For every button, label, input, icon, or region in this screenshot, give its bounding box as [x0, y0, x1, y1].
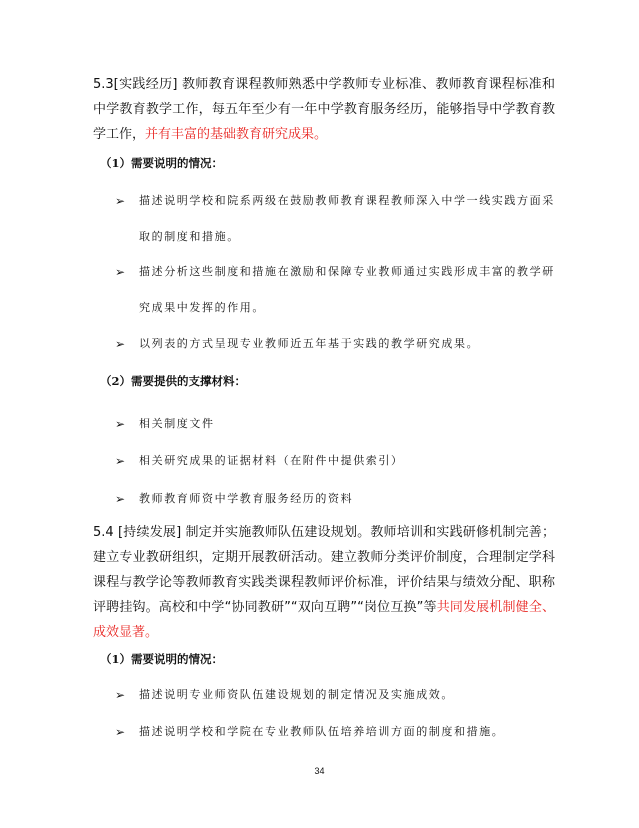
arrow-bullet-icon: ➢ — [115, 688, 126, 702]
list-item — [115, 677, 555, 713]
list-item — [115, 443, 555, 479]
arrow-bullet-icon: ➢ — [115, 725, 126, 739]
section-5-3-text: 5.3[实践经历] 教师教育课程教师熟悉中学教师专业标准、教师教育课程标准和中学教育教学工作，每五年至少有一年中学教育服务经历，能够指导中学教育教学工作， — [93, 77, 555, 142]
list-item — [115, 481, 555, 517]
list-item-text: 描述说明学校和院系两级在鼓励教师教育课程教师深入中学一线实践方面采取的制度和措施。 — [139, 194, 555, 243]
list-item-text: 描述说明专业师资队伍建设规划的制定情况及实施成效。 — [139, 688, 454, 701]
section-5-4-sub1-title: （1）需要说明的情况： — [100, 652, 224, 666]
list-item — [115, 406, 555, 442]
arrow-bullet-icon: ➢ — [115, 417, 126, 431]
arrow-bullet-icon: ➢ — [115, 194, 126, 208]
section-5-4-highlight: 共同发展机制健全、成效显著。 — [93, 600, 555, 640]
section-5-3-highlight: 并有丰富的基础教育研究成果。 — [145, 127, 328, 142]
arrow-bullet-icon: ➢ — [115, 492, 126, 506]
list-item-text: 描述说明学校和学院在专业教师队伍培养培训方面的制度和措施。 — [139, 725, 505, 738]
section-5-4-text: 5.4 [持续发展] 制定并实施教师队伍建设规划。教师培训和实践研修机制完善；建立专业教研组织，定期开展教研活动。建立教师分类评价制度，合理制定学科课程与教学论等教师教育实践类课程教师评价标准，评价结果与绩效分配、职称评聘挂钩。高校和中学“协同教研”“双向互聘”“岗位互换”等 — [93, 525, 555, 615]
list-item-text: 相关研究成果的证据材料（在附件中提供索引） — [139, 454, 404, 467]
list-item-text: 以列表的方式呈现专业教师近五年基于实践的教学研究成果。 — [139, 337, 480, 350]
list-item-text: 描述分析这些制度和措施在激励和保障专业教师通过实践形成丰富的教学研究成果中发挥的作用。 — [139, 265, 555, 314]
arrow-bullet-icon: ➢ — [115, 337, 126, 351]
list-item — [115, 714, 555, 750]
section-5-3-paragraph — [93, 72, 555, 147]
section-5-3-sub1-title: （1）需要说明的情况： — [100, 156, 224, 170]
list-item — [115, 254, 555, 326]
section-5-3-sub2-title: （2）需要提供的支撑材料： — [100, 374, 247, 388]
section-5-4-paragraph — [93, 520, 555, 645]
page-number: 34 — [314, 766, 325, 776]
arrow-bullet-icon: ➢ — [115, 265, 126, 279]
list-item — [115, 183, 555, 255]
list-item — [115, 326, 555, 362]
list-item-text: 教师教育师资中学教育服务经历的资料 — [139, 492, 354, 505]
list-item-text: 相关制度文件 — [139, 417, 215, 430]
arrow-bullet-icon: ➢ — [115, 454, 126, 468]
